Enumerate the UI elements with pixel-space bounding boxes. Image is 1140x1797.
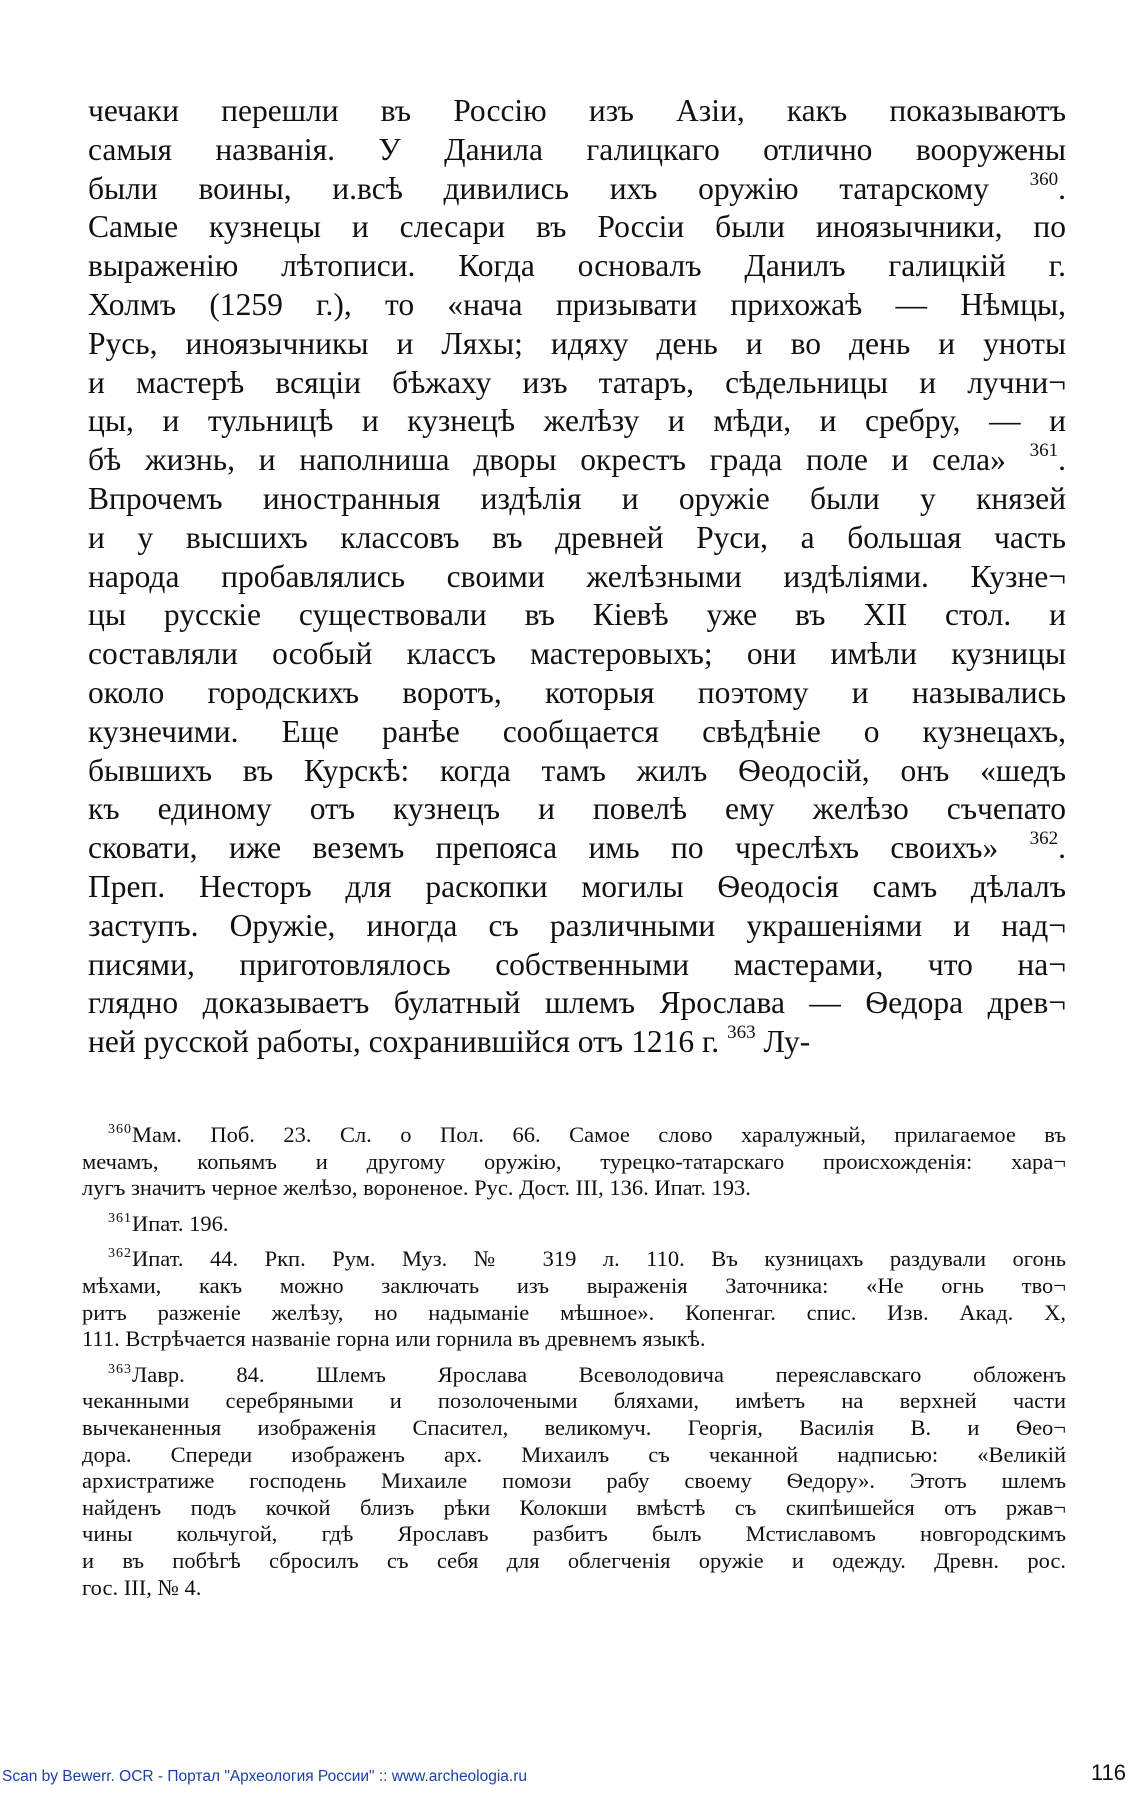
- text-line: цы, и тульницѣ и кузнецѣ желѣзу и мѣди, и сребру, — и: [88, 403, 1066, 439]
- text-line: Преп. Несторъ для раскопки могилы Ѳеодосія самъ дѣлалъ: [88, 868, 1066, 904]
- footnote-line: чины кольчугой, гдѣ Ярославъ разбитъ былъ Мстиславомъ новгородскимъ: [82, 1521, 1066, 1547]
- footnote-ref[interactable]: 362: [1029, 827, 1059, 849]
- text-line: и мастерѣ всяціи бѣжаху изъ татаръ, сѣдельницы и лучни¬: [88, 364, 1066, 400]
- text-line: чечаки перешли въ Россію изъ Азіи, какъ показываютъ: [88, 93, 1066, 128]
- text-line: народа пробавлялись своими желѣзными издѣліями. Кузне¬: [88, 558, 1066, 594]
- footnote-line: ритъ разженіе желѣзу, но надыманіе мѣшное». Копенгаг. спис. Изв. Акад. X,: [82, 1299, 1066, 1325]
- footnote-363: [82, 1362, 1066, 1601]
- text-line: составляли особый классъ мастеровыхъ; они имѣли кузницы: [88, 636, 1066, 672]
- footnote-line: мѣхами, какъ можно заключать изъ выраженія Заточника: «Не огнь тво¬: [82, 1272, 1066, 1298]
- text-line: къ единому отъ кузнецъ и повелѣ ему желѣзо съчепато: [88, 791, 1066, 827]
- footnote-line: чеканными серебряными и позолочеными бляхами, имѣетъ на верхней части: [82, 1388, 1066, 1414]
- text-line: сковати, иже веземъ препояса имь по чреслѣхъ своихъ» $^{362}$.: [88, 827, 1066, 866]
- text-line: глядно доказываетъ булатный шлемъ Ярослава — Ѳедора древ¬: [88, 985, 1066, 1021]
- text-line: выраженію лѣтописи. Когда основалъ Данилъ галицкій г.: [88, 248, 1066, 284]
- footnote-line: архистратиже господень Михаиле помози рабу своему Ѳедору». Этотъ шлемъ: [82, 1468, 1066, 1494]
- text-line: самыя названія. У Данила галицкаго отлично вооружены: [88, 131, 1066, 167]
- footnote-line: $^{362}$Ипат. 44. Ркп. Рум. Муз. № 319 л. 110. Въ кузницахъ раздували огонь: [108, 1246, 1066, 1272]
- footnote-number: 361: [108, 1210, 132, 1226]
- text-line: заступъ. Оружіе, иногда съ различными украшеніями и над¬: [88, 907, 1066, 943]
- footnote-line: $^{363}$Лавр. 84. Шлемъ Ярослава Всеволодовича переяславскаго обложенъ: [108, 1361, 1066, 1387]
- footnotes: [82, 1122, 1066, 1610]
- footnote-line: $^{361}$Ипат. 196.: [108, 1210, 229, 1236]
- text-line: бывшихъ въ Курскѣ: когда тамъ жилъ Ѳеодосій, онъ «шедъ: [88, 752, 1066, 788]
- footnote-line: вычеканенныя изображенія Спасител, великомуч. Георгія, Василія В. и Ѳео¬: [82, 1414, 1066, 1440]
- footnote-line: лугъ значитъ черное желѣзо, вороненое. Рус. Дост. III, 136. Ипат. 193.: [82, 1175, 751, 1201]
- footnote-line: дора. Спереди изображенъ арх. Михаилъ съ чеканной надписью: «Великій: [82, 1441, 1066, 1467]
- text-line: Впрочемъ иностранныя издѣлія и оружіе были у князей: [88, 480, 1066, 516]
- page-number: 116: [1090, 1760, 1126, 1785]
- text-line: Русь, иноязычникы и Ляхы; идяху день и во день и уноты: [88, 325, 1066, 361]
- text-line: около городскихъ воротъ, которыя поэтому и назывались: [88, 674, 1066, 710]
- main-text: [88, 92, 1066, 1062]
- footnote-number: 362: [108, 1246, 132, 1262]
- footnote-line: найденъ подъ кочкой близъ рѣки Колокши вмѣстѣ съ скипѣишейся отъ ржав¬: [82, 1494, 1066, 1520]
- text-line: цы русскіе существовали въ Кіевѣ уже въ XII стол. и: [88, 597, 1066, 633]
- footnote-ref[interactable]: 363: [727, 1021, 756, 1043]
- text-line: и у высшихъ классовъ въ древней Руси, а большая часть: [88, 519, 1066, 555]
- text-line: Самые кузнецы и слесари въ Россіи были иноязычники, по: [88, 209, 1066, 245]
- footnote-number: 363: [108, 1361, 132, 1377]
- scan-credit-link[interactable]: Scan by Bewerr. OCR - Портал "Археология России" :: www.archeologia.ru: [2, 1768, 528, 1785]
- footnote-360: [82, 1122, 1066, 1202]
- text-line: бѣ жизнь, и наполниша дворы окрестъ града поле и села» $^{361}$.: [88, 439, 1066, 478]
- footnote-ref[interactable]: 360: [1029, 168, 1059, 190]
- text-line: кузнечими. Еще ранѣе сообщается свѣдѣніе о кузнецахъ,: [88, 713, 1066, 749]
- footnote-line: и въ побѣгѣ сбросилъ съ себя для облегченія оружіе и одежду. Древн. рос.: [82, 1547, 1066, 1573]
- text-line: Холмъ (1259 г.), то «нача призывати прихожаѣ — Нѣмцы,: [88, 286, 1066, 322]
- text-line: ней русской работы, сохранившійся отъ 1216 г. $^{363}$ Лу-: [88, 1021, 811, 1060]
- footnote-362: [82, 1246, 1066, 1352]
- text-line: писями, приготовлялось собственными мастерами, что на¬: [88, 946, 1066, 982]
- footnote-ref[interactable]: 361: [1029, 439, 1059, 461]
- footnote-line: гос. III, № 4.: [82, 1574, 202, 1600]
- footnote-line: $^{360}$Мам. Поб. 23. Сл. о Пол. 66. Самое слово харалужный, прилагаемое въ: [108, 1121, 1066, 1147]
- footnote-line: 111. Встрѣчается названіе горна или горнила въ древнемъ языкѣ.: [82, 1326, 706, 1352]
- footnote-number: 360: [108, 1121, 132, 1137]
- text-line: были воины, и.всѣ дивились ихъ оружію татарскому $^{360}$.: [88, 168, 1066, 206]
- footnote-361: [82, 1211, 1066, 1238]
- footnote-line: мечамъ, копьямъ и другому оружію, турецко-татарскаго происхожденія: хара¬: [82, 1148, 1066, 1174]
